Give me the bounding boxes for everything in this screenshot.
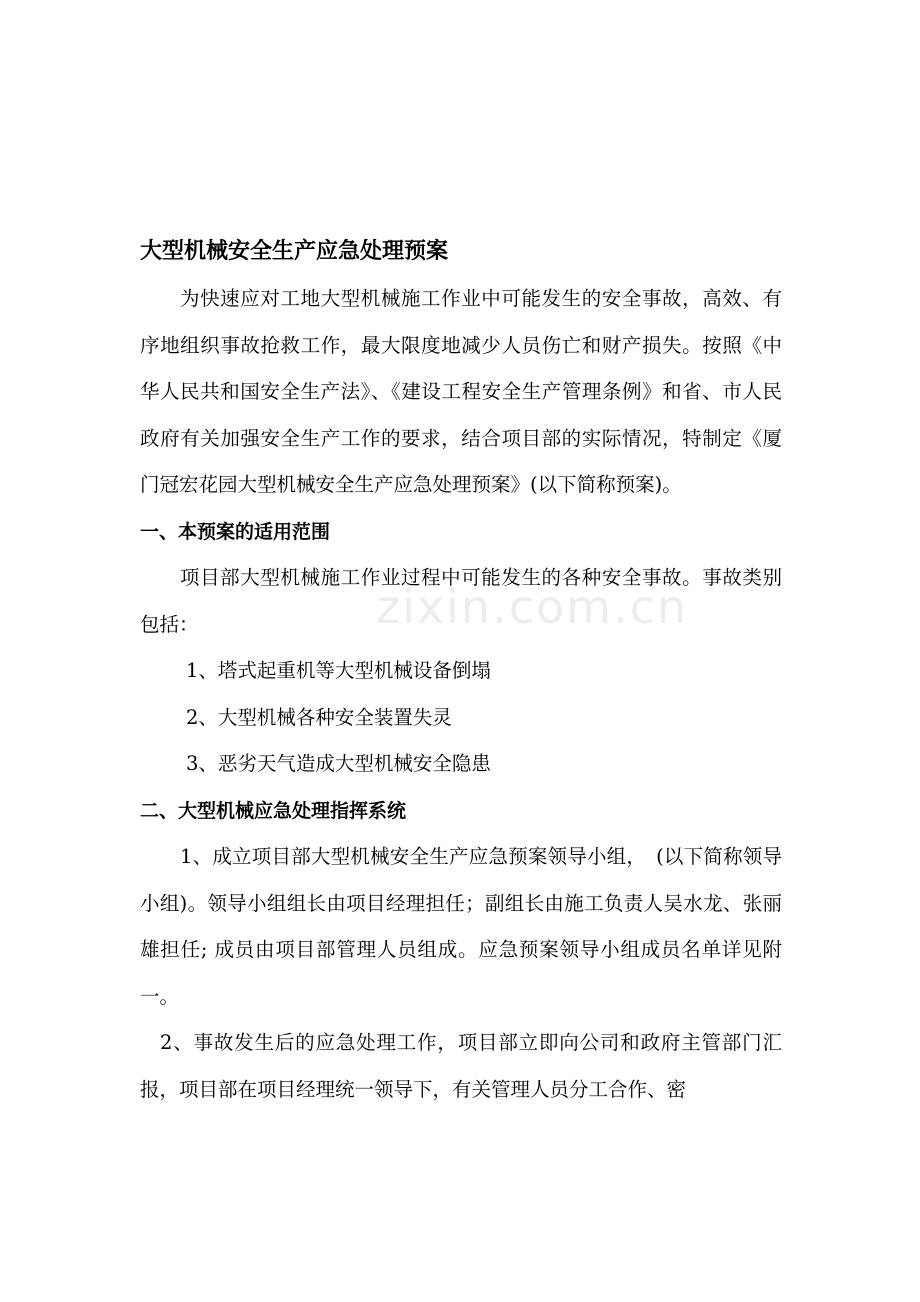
document-title: 大型机械安全生产应急处理预案: [140, 239, 449, 264]
section-heading-scope: 一、本预案的适用范围: [140, 520, 331, 543]
command-paragraph-1: 1、成立项目部大型机械安全生产应急预案领导小组， (以下简称领导小组)。领导小组组长由项目经理担任；副组长由施工负责人吴水龙、张丽雄担任; 成员由项目部管理人员组成。应急预案领导小组成员名单详见附一。: [140, 845, 782, 1008]
watermark: zixin.com.cn: [376, 580, 689, 634]
list-item: 1、塔式起重机等大型机械设备倒塌: [186, 659, 491, 682]
list-item: 3、恶劣天气造成大型机械安全隐患: [186, 752, 491, 775]
scope-paragraph: 项目部大型机械施工作业过程中可能发生的各种安全事故。事故类别包括：: [140, 566, 782, 636]
intro-paragraph: 为快速应对工地大型机械施工作业中可能发生的安全事故，高效、有序地组织事故抢救工作，最大限度地减少人员伤亡和财产损失。按照《中华人民共和国安全生产法》、《建设工程安全生产管理条例》和省、市人民政府有关加强安全生产工作的要求，结合项目部的实际情况，特制定《厦门冠宏花园大型机械安全生产应急处理预案》(以下简称预案)。: [140, 287, 782, 496]
document-page: [140, 236, 782, 1113]
command-paragraph-2: 2、事故发生后的应急处理工作，项目部立即向公司和政府主管部门汇报，项目部在项目经理统一领导下，有关管理人员分工合作、密: [140, 1031, 782, 1101]
list-item: 2、大型机械各种安全装置失灵: [186, 705, 452, 729]
section-heading-command-system: 二、大型机械应急处理指挥系统: [140, 799, 407, 822]
